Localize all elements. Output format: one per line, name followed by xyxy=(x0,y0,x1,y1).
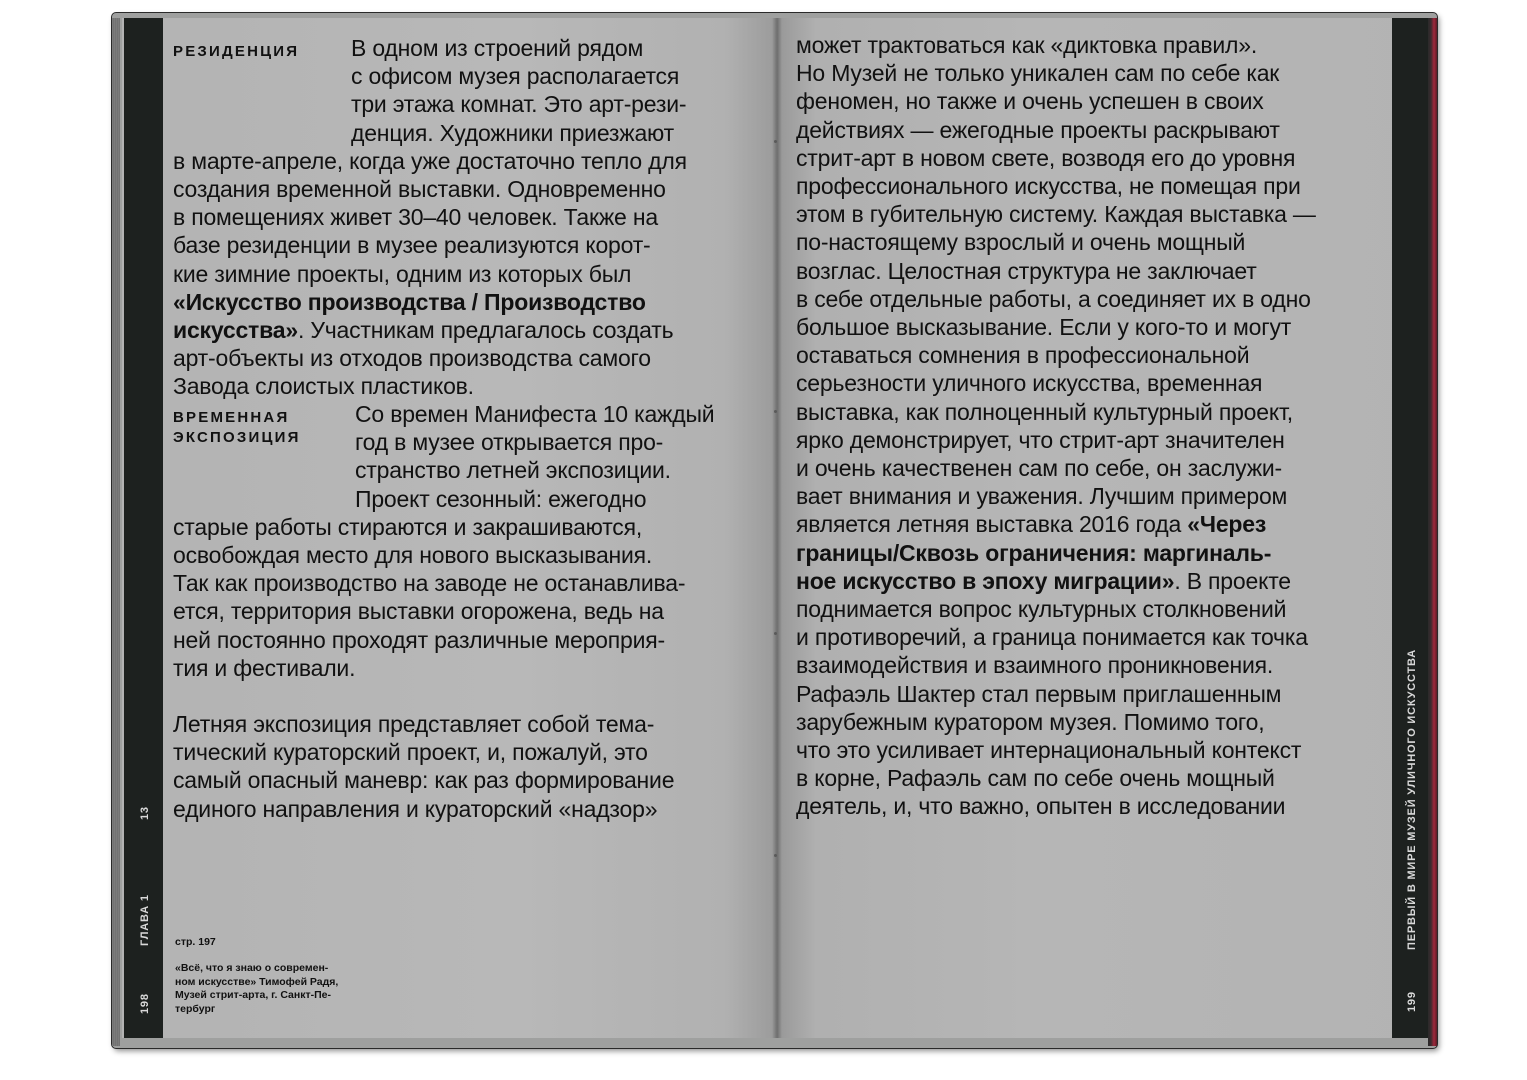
text-line: может трактоваться как «диктовка правил». xyxy=(796,32,1258,58)
right-page-number: 199 xyxy=(1406,991,1418,1012)
text-line: базе резиденции в музее реализуются корот- xyxy=(173,232,651,259)
left-page-number: 198 xyxy=(139,993,151,1014)
text-line: стрит-арт в новом свете, возводя его до уровня xyxy=(796,144,1296,171)
text-line: Но Музей не только уникален сам по себе как xyxy=(796,60,1280,87)
text-line: вает внимания и уважения. Лучшим примером xyxy=(796,483,1288,510)
text-line xyxy=(173,316,687,344)
text-line: оставаться сомнения в профессиональной xyxy=(796,342,1250,369)
exhibition-title-bold: «Через xyxy=(1187,511,1267,538)
text-line: профессионального искусства, не помещая при xyxy=(796,173,1301,200)
text-line: ется, территория выставки огорожена, ведь на xyxy=(173,598,664,625)
exhibition-title-bold: границы/Сквозь ограничения: маргиналь- xyxy=(796,539,1272,566)
text-fragment: . В проекте xyxy=(1174,567,1291,594)
text-line: арт-объекты из отходов производства самого xyxy=(173,345,651,372)
text-line: Летняя экспозиция представляет собой тема- xyxy=(173,711,655,737)
caption-line: ном искусстве» Тимофей Радя, xyxy=(175,975,339,988)
summer-exposition-text xyxy=(173,710,674,823)
text-line: выставка, как полноценный культурный проект, xyxy=(796,398,1293,425)
footnote-page-ref: стр. 197 xyxy=(175,936,216,948)
text-line: действиях — ежегодные проекты раскрывают xyxy=(796,116,1280,143)
text-line: по-настоящему взрослый и очень мощный xyxy=(796,229,1246,256)
text-line: кие зимние проекты, одним из которых был xyxy=(173,260,632,287)
text-line: зарубежным куратором музея. Помимо того, xyxy=(796,708,1265,735)
footnote-caption xyxy=(175,962,338,1016)
text-line: странство летней экспозиции. xyxy=(355,457,671,484)
caption-line: тербург xyxy=(175,1002,216,1015)
text-line: Завода слоистых пластиков. xyxy=(173,373,474,400)
left-side-band xyxy=(124,18,163,1038)
page-edges-left xyxy=(112,18,120,1046)
text-line: ярко демонстрирует, что стрит-арт значителен xyxy=(796,426,1285,453)
text-line: самый опасный маневр: как раз формирование xyxy=(173,767,675,794)
project-title-bold: искусства» xyxy=(173,317,298,344)
text-line: В одном из строений рядом xyxy=(351,35,644,61)
running-title: ПЕРВЫЙ В МИРЕ МУЗЕЙ УЛИЧНОГО ИСКУССТВА xyxy=(1406,649,1418,950)
caption-line: Музей стрит-арта, г. Санкт-Пе- xyxy=(175,989,331,1001)
text-line: поднимается вопрос культурных столкновений xyxy=(796,596,1287,623)
text-line: тический кураторский проект, и, пожалуй, это xyxy=(173,739,648,766)
text-line: и очень качественен сам по себе, он заслужи- xyxy=(796,455,1283,482)
text-line: большое высказывание. Если у кого-то и могут xyxy=(796,314,1292,341)
text-line: тия и фестивали. xyxy=(173,654,356,681)
page-edges-right xyxy=(1428,18,1437,1046)
text-line: деятель, и, что важно, опытен в исследовании xyxy=(796,793,1286,820)
right-page-text xyxy=(796,31,1316,821)
text-fragment: . Участникам предлагалось создать xyxy=(297,317,674,344)
text-line: с офисом музея располагается xyxy=(351,63,680,90)
text-line: старые работы стираются и закрашиваются, xyxy=(173,513,643,540)
text-line: в марте-апреле, когда уже достаточно тепло для xyxy=(173,147,687,174)
text-line: единого направления и кураторский «надзор» xyxy=(173,795,658,822)
text-line: в себе отдельные работы, а соединяет их в одно xyxy=(796,285,1311,312)
text-line: Проект сезонный: ежегодно xyxy=(355,485,647,512)
text-line: возглас. Целостная структура не заключает xyxy=(796,257,1257,284)
text-line: освобождая место для нового высказывания. xyxy=(173,542,653,569)
text-line: Так как производство на заводе не останавлива- xyxy=(173,570,686,597)
section-label-residency: РЕЗИДЕНЦИЯ xyxy=(173,43,300,60)
text-line: этом в губительную систему. Каждая выставка — xyxy=(796,201,1316,228)
text-line: создания временной выставки. Одновременно xyxy=(173,176,666,203)
text-line: серьезности уличного искусства, временная xyxy=(796,370,1263,397)
text-line xyxy=(173,288,687,316)
text-line: денция. Художники приезжают xyxy=(351,119,674,146)
residency-text xyxy=(173,34,687,401)
text-line: в корне, Рафаэль сам по себе очень мощный xyxy=(796,765,1275,792)
text-line: Рафаэль Шактер стал первым приглашенным xyxy=(796,680,1282,707)
text-line xyxy=(796,539,1316,567)
project-title-bold: «Искусство производства / Производство xyxy=(173,288,646,315)
text-line: что это усиливает интернациональный контекст xyxy=(796,737,1302,764)
text-line: феномен, но также и очень успешен в своих xyxy=(796,88,1264,115)
chapter-label: ГЛАВА 1 xyxy=(139,894,151,946)
text-line: и противоречий, а граница понимается как точка xyxy=(796,624,1308,651)
text-line: в помещениях живет 30–40 человек. Также на xyxy=(173,204,658,231)
text-line: год в музее открывается про- xyxy=(355,429,664,456)
text-line xyxy=(796,567,1316,595)
text-line: три этажа комнат. Это арт-рези- xyxy=(351,91,687,118)
text-line: Со времен Манифеста 10 каждый xyxy=(355,401,715,427)
book-gutter xyxy=(772,18,782,1038)
caption-line: «Всё, что я знаю о современ- xyxy=(175,962,329,974)
label-line: ЭКСПОЗИЦИЯ xyxy=(173,429,301,446)
chapter-number: 13 xyxy=(139,806,151,820)
exhibition-title-bold: ное искусство в эпоху миграции» xyxy=(796,567,1175,594)
label-line: ВРЕМЕННАЯ xyxy=(173,409,290,426)
exposition-text xyxy=(173,400,714,682)
text-line xyxy=(796,510,1316,538)
text-fragment: является летняя выставка 2016 года xyxy=(796,511,1188,538)
text-line: ней постоянно проходят различные мероприя- xyxy=(173,626,665,653)
text-line: взаимодействия и взаимного проникновения. xyxy=(796,652,1274,679)
